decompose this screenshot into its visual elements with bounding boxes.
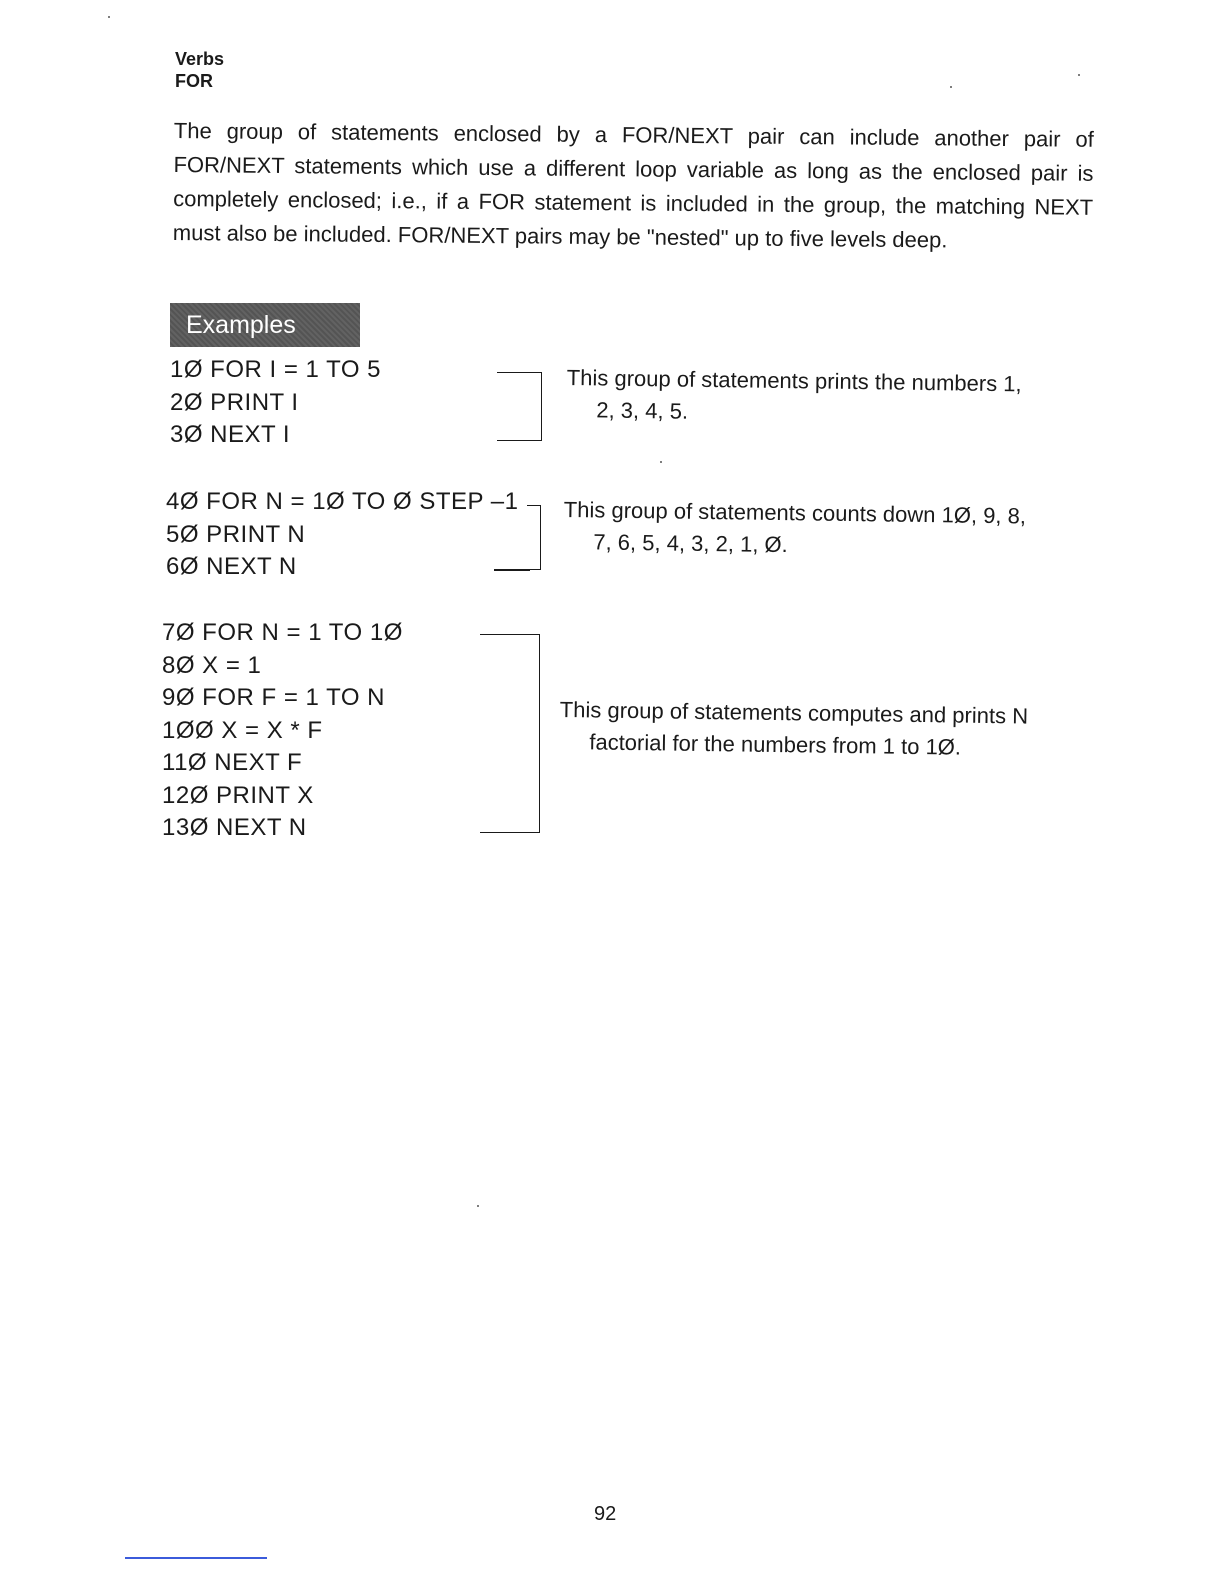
scan-speck	[660, 461, 662, 463]
bracket-2-bottom-extension	[494, 569, 530, 571]
scan-speck	[950, 86, 952, 88]
section-title: Verbs	[175, 49, 225, 69]
footer-rule	[125, 1557, 267, 1559]
code-line: 12Ø PRINT X	[162, 781, 314, 809]
verb-title: FOR	[175, 71, 213, 91]
code-line: 7Ø FOR N = 1 TO 1Ø	[162, 619, 403, 646]
group-bracket-3	[480, 634, 540, 833]
description-2	[563, 494, 1026, 564]
code-line: 5Ø PRINT N	[166, 520, 306, 548]
description-line: 7, 6, 5, 4, 3, 2, 1, Ø.	[593, 529, 788, 558]
code-block-2	[166, 486, 518, 584]
description-1	[566, 362, 1022, 432]
code-line: 9Ø FOR F = 1 TO N	[162, 684, 385, 711]
description-line: factorial for the numbers from 1 to 1Ø.	[589, 729, 962, 760]
code-line: 1ØØ X = X * F	[162, 716, 323, 744]
description-line: 2, 3, 4, 5.	[596, 397, 689, 424]
code-line: 3Ø NEXT I	[170, 421, 291, 448]
examples-heading: Examples	[170, 303, 360, 347]
code-line: 1Ø FOR I = 1 TO 5	[170, 356, 382, 383]
scan-speck	[477, 1205, 479, 1207]
group-bracket-2	[527, 505, 541, 570]
code-block-3	[162, 617, 403, 845]
code-line: 2Ø PRINT I	[170, 388, 299, 416]
intro-paragraph: The group of statements enclosed by a FOR/NEXT pair can include another pair of FOR/NEXT statements which use a different loop variable as long as the enclosed pair is completely enclosed; i.e., if a FOR statement is included in the group, the matching NEXT must also be included. FOR/NEXT pairs may be "nested" up to five levels deep.	[172, 117, 1094, 253]
description-line: This group of statements counts down 1Ø, 9, 8,	[563, 496, 1027, 529]
code-line: 8Ø X = 1	[162, 651, 262, 679]
group-bracket-1	[497, 372, 542, 441]
scan-speck	[1078, 74, 1080, 76]
code-line: 6Ø NEXT N	[166, 553, 297, 580]
code-line: 4Ø FOR N = 1Ø TO Ø STEP –1	[166, 488, 519, 515]
page-header	[175, 48, 224, 92]
scan-speck	[108, 16, 110, 18]
description-line: This group of statements computes and prints N	[559, 696, 1029, 729]
code-line: 11Ø NEXT F	[162, 749, 303, 776]
page-number: 92	[594, 1503, 617, 1525]
description-line: This group of statements prints the numbers 1,	[566, 364, 1022, 397]
code-line: 13Ø NEXT N	[162, 814, 307, 841]
code-block-1	[170, 354, 381, 452]
description-3	[559, 694, 1028, 765]
